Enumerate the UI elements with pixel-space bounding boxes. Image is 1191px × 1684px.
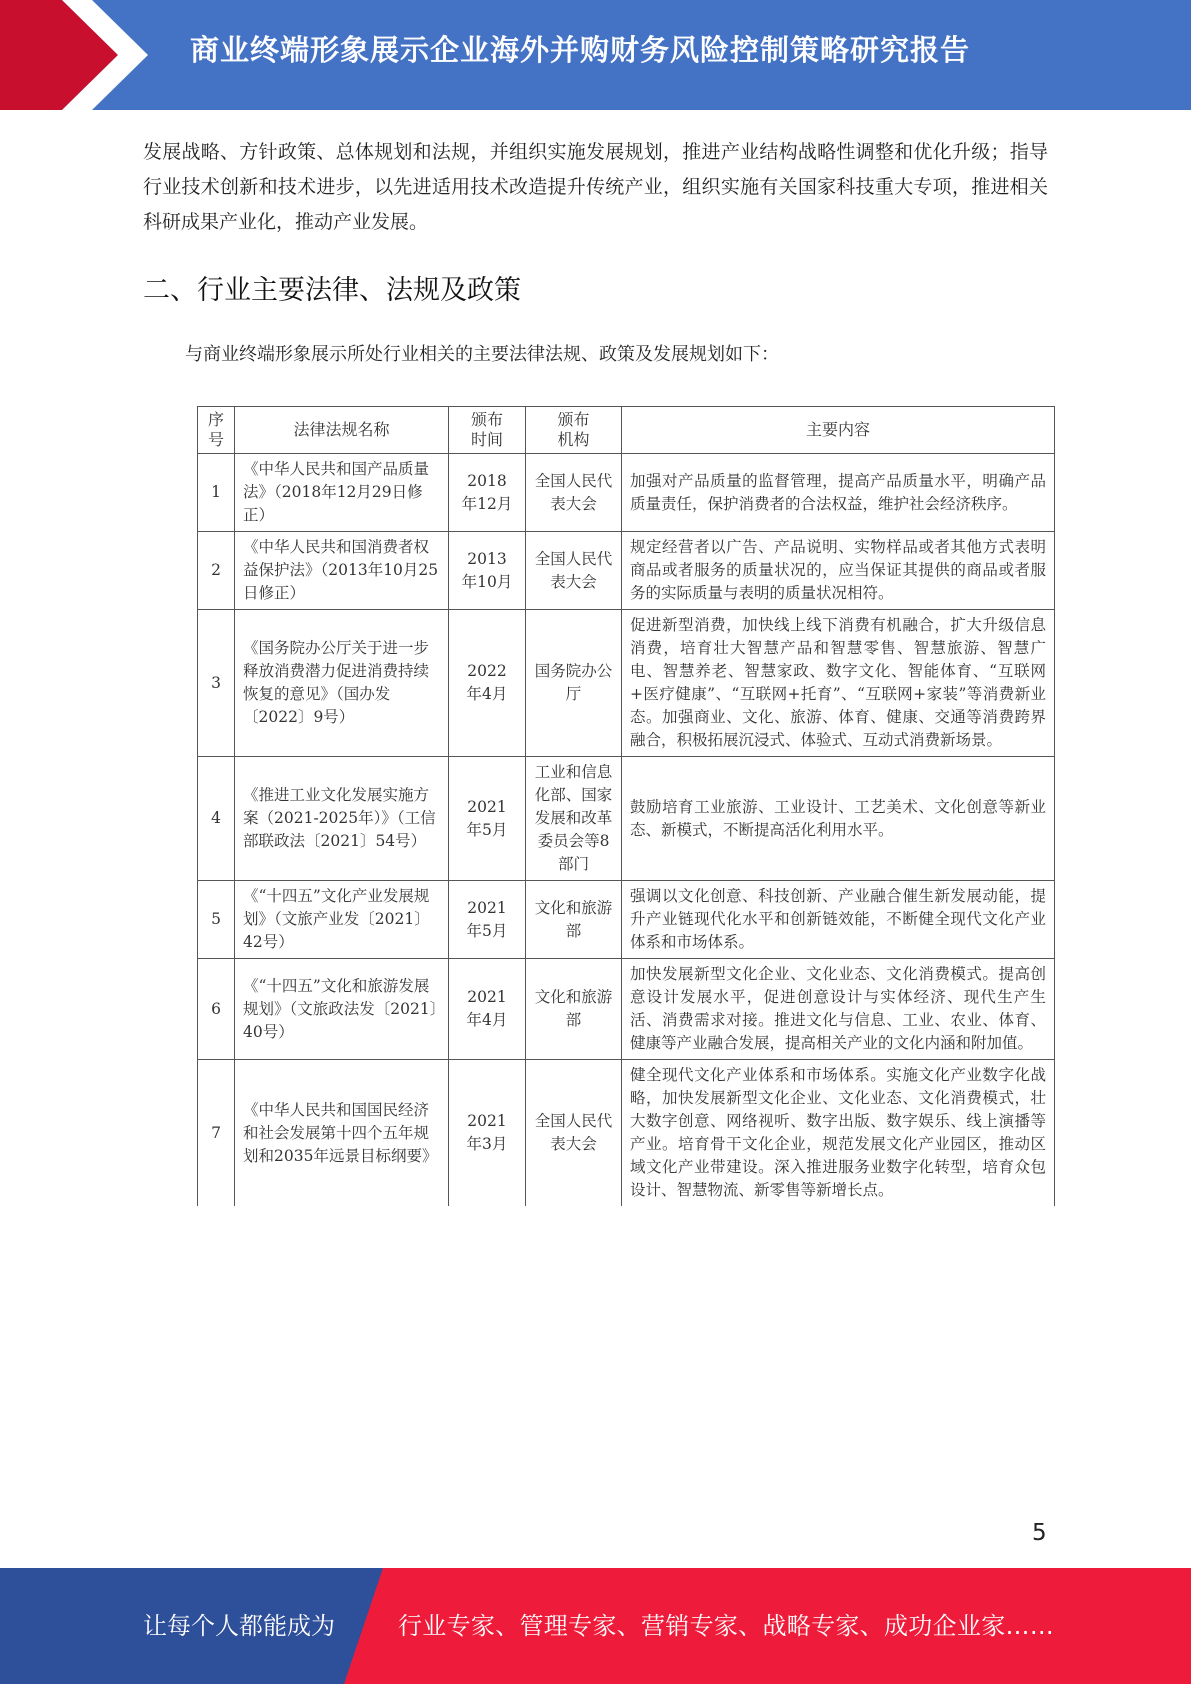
table-row	[198, 959, 1055, 1060]
header-org-label: 颁布机构	[557, 410, 590, 449]
cell-org: 全国人民代表大会	[526, 532, 622, 610]
cell-time-text: 2018年12月	[461, 471, 513, 513]
cell-time-text: 2013年10月	[461, 549, 513, 591]
table-row	[198, 757, 1055, 881]
header-org	[526, 407, 622, 454]
cell-content: 加快发展新型文化企业、文化业态、文化消费模式。提高创意设计发展水平，促进创意设计与实体经济、现代生产生活、消费需求对接。推进文化与信息、工业、农业、体育、健康等产业融合发展，提高相关产业的文化内涵和附加值。	[622, 959, 1055, 1060]
cell-content: 鼓励培育工业旅游、工业设计、工艺美术、文化创意等新业态、新模式，不断提高活化利用水平。	[622, 757, 1055, 881]
header-time-label: 颁布时间	[470, 410, 503, 449]
cell-org: 全国人民代表大会	[526, 454, 622, 532]
cell-time	[449, 454, 526, 532]
laws-regulations-table	[197, 406, 1055, 1206]
cell-time	[449, 532, 526, 610]
cell-org: 工业和信息化部、国家发展和改革委员会等8部门	[526, 757, 622, 881]
cell-seq: 6	[198, 959, 235, 1060]
cell-seq: 2	[198, 532, 235, 610]
cell-content: 加强对产品质量的监督管理，提高产品质量水平，明确产品质量责任，保护消费者的合法权益，维护社会经济秩序。	[622, 454, 1055, 532]
cell-seq: 1	[198, 454, 235, 532]
footer-slogan-left: 让每个人都能成为	[143, 1612, 335, 1640]
cell-time	[449, 757, 526, 881]
cell-time-text: 2021年4月	[466, 988, 508, 1029]
table-row	[198, 881, 1055, 959]
cell-time	[449, 610, 526, 757]
cell-org: 文化和旅游部	[526, 959, 622, 1060]
page-header	[0, 0, 1191, 110]
table-row	[198, 610, 1055, 757]
cell-seq: 7	[198, 1060, 235, 1207]
table-row	[198, 1060, 1055, 1207]
cell-name: 《推进工业文化发展实施方案（2021-2025年）》（工信部联政法〔2021〕54号）	[235, 757, 449, 881]
cell-org: 全国人民代表大会	[526, 1060, 622, 1207]
cell-name: 《国务院办公厅关于进一步释放消费潜力促进消费持续恢复的意见》（国办发〔2022〕9号）	[235, 610, 449, 757]
header-seq-label: 序号	[207, 410, 224, 449]
cell-name: 《中华人民共和国消费者权益保护法》（2013年10月25日修正）	[235, 532, 449, 610]
cell-content: 强调以文化创意、科技创新、产业融合催生新发展动能，提升产业链现代化水平和创新链效能，不断健全现代文化产业体系和市场体系。	[622, 881, 1055, 959]
table-row	[198, 532, 1055, 610]
table-intro: 与商业终端形象展示所处行业相关的主要法律法规、政策及发展规划如下：	[185, 344, 779, 365]
header-content: 主要内容	[622, 407, 1055, 454]
cell-org: 文化和旅游部	[526, 881, 622, 959]
cell-content: 规定经营者以广告、产品说明、实物样品或者其他方式表明商品或者服务的质量状况的，应当保证其提供的商品或者服务的实际质量与表明的质量状况相符。	[622, 532, 1055, 610]
table-header-row	[198, 407, 1055, 454]
cell-org: 国务院办公厅	[526, 610, 622, 757]
cell-time-text: 2021年3月	[466, 1112, 508, 1153]
cell-name: 《中华人民共和国国民经济和社会发展第十四个五年规划和2035年远景目标纲要》	[235, 1060, 449, 1207]
cell-time	[449, 959, 526, 1060]
body-paragraph: 发展战略、方针政策、总体规划和法规，并组织实施发展规划，推进产业结构战略性调整和优化升级；指导行业技术创新和技术进步，以先进适用技术改造提升传统产业，组织实施有关国家科技重大专项，推进相关科研成果产业化，推动产业发展。	[143, 141, 1048, 233]
page-number: 5	[1032, 1520, 1047, 1546]
cell-time-text: 2022年4月	[466, 662, 508, 703]
header-arrow-decoration	[0, 0, 160, 110]
footer-slogan-right: 行业专家、管理专家、营销专家、战略专家、成功企业家……	[398, 1612, 1055, 1640]
cell-seq: 5	[198, 881, 235, 959]
header-name: 法律法规名称	[235, 407, 449, 454]
cell-seq: 4	[198, 757, 235, 881]
cell-name: 《“十四五”文化和旅游发展规划》（文旅政法发〔2021〕40号）	[235, 959, 449, 1060]
cell-name: 《“十四五”文化产业发展规划》（文旅产业发〔2021〕42号）	[235, 881, 449, 959]
header-time	[449, 407, 526, 454]
cell-content: 促进新型消费，加快线上线下消费有机融合，扩大升级信息消费，培育壮大智慧产品和智慧零售、智慧旅游、智慧广电、智慧养老、智慧家政、数字文化、智能体育、“互联网+医疗健康”、“互联网+托育”、“互联网+家装”等消费新业态。加强商业、文化、旅游、体育、健康、交通等消费跨界融合，积极拓展沉浸式、体验式、互动式消费新场景。	[622, 610, 1055, 757]
cell-time-text: 2021年5月	[466, 898, 508, 940]
cell-seq: 3	[198, 610, 235, 757]
report-title: 商业终端形象展示企业海外并购财务风险控制策略研究报告	[190, 33, 971, 67]
cell-time	[449, 881, 526, 959]
cell-name: 《中华人民共和国产品质量法》（2018年12月29日修正）	[235, 454, 449, 532]
page-footer	[0, 1568, 1191, 1684]
section-heading: 二、行业主要法律、法规及政策	[143, 275, 521, 306]
cell-time	[449, 1060, 526, 1207]
table-row	[198, 454, 1055, 532]
cell-content: 健全现代文化产业体系和市场体系。实施文化产业数字化战略，加快发展新型文化企业、文化业态、文化消费模式，壮大数字创意、网络视听、数字出版、数字娱乐、线上演播等产业。培育骨干文化企业，规范发展文化产业园区，推动区域文化产业带建设。深入推进服务业数字化转型，培育众包设计、智慧物流、新零售等新增长点。	[622, 1060, 1055, 1207]
cell-time-text: 2021年5月	[466, 797, 508, 839]
header-seq	[198, 407, 235, 454]
